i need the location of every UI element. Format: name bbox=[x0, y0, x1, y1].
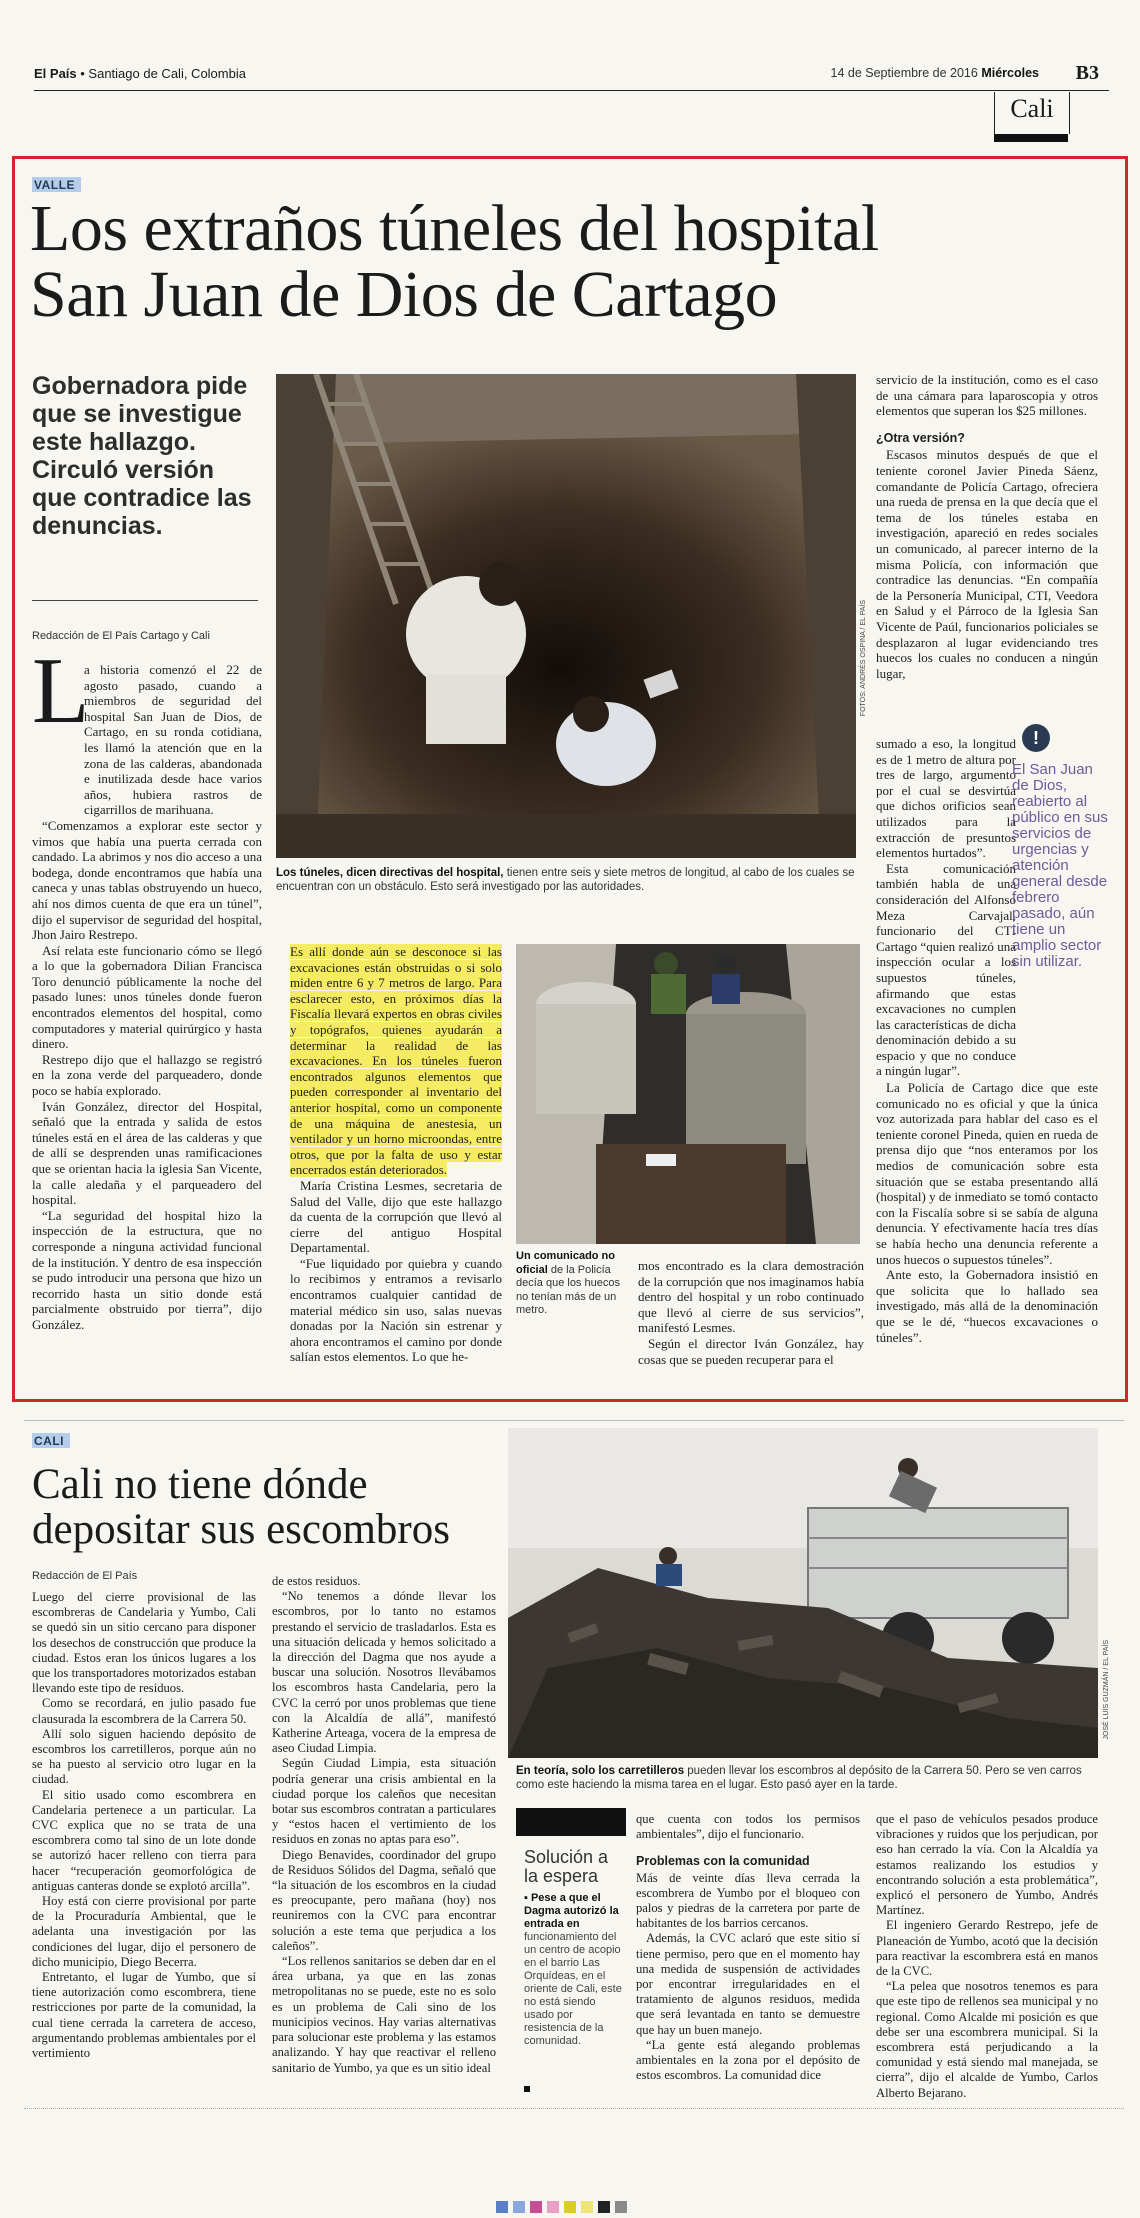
story2-byline: Redacción de El País bbox=[32, 1570, 138, 1582]
color-swatch bbox=[547, 2201, 559, 2213]
color-swatch bbox=[530, 2201, 542, 2213]
paragraph: Además, la CVC aclaró que este sitio sí tiene permiso, pero que en el momento hay una medida de suspensión de actividades por encontrar irregularidades en el tratamiento de algunos residuos, medida que será levantada en tanto se demuestre que hay un buen manejo. bbox=[636, 1931, 860, 2037]
paragraph: Hoy está con cierre provisional por parte de la Procuraduría Ambiental, que le adelanta una investigación por las condiciones del lugar, dijo el personero de dicho municipio, Diego Becerra. bbox=[32, 1894, 256, 1969]
story1-kicker: VALLE bbox=[32, 177, 81, 192]
subhead-rule bbox=[32, 600, 258, 601]
paragraph: sumado a eso, la longitud es de 1 metro de altura por tres de largo, argumento por el cual se desvirtúa que dichos orificios sean utilizados para la extracción de presuntos elementos hurtados”. bbox=[876, 736, 1016, 861]
paragraph: El ingeniero Gerardo Restrepo, jefe de Planeación de Yumbo, acotó que la decisión para reactivar la escombrera está en manos de la CVC. bbox=[876, 1918, 1098, 1979]
print-color-swatches bbox=[496, 2200, 632, 2212]
story1-column-3 bbox=[638, 1258, 864, 1367]
publication-line bbox=[34, 66, 246, 81]
story-divider bbox=[24, 1420, 1124, 1421]
paragraph: Más de veinte días lleva cerrada la escombrera de Yumbo por el bloqueo con palos y piedras de la carretera por parte de habitantes de los barrios cercanos. bbox=[636, 1870, 860, 1931]
story1-column-1 bbox=[32, 662, 262, 1333]
color-swatch bbox=[496, 2201, 508, 2213]
paragraph: Diego Benavides, coordinador del grupo de Residuos Sólidos del Dagma, señaló que “la situación de los escombros en la ciudad es preocupante, pero mañana (hoy) nos reuniremos con la CVC para encontrar solución a este tema que perjudica a los caleños”. bbox=[272, 1847, 496, 1953]
paragraph: Esta comunicación también habla de una consideración del Alfonso Meza Carvajal, funcionario del CTI Cartago “quien realizó una inspección ocular a los supuestos túneles, afirmando que estas excavaciones no cumplen las características de dicha denominación debido a su espacio y que no conduce a ningún lugar”. bbox=[876, 860, 1016, 1079]
story2-column-4 bbox=[876, 1812, 1098, 2101]
tunnel-photo bbox=[276, 374, 856, 858]
story2-headline: Cali no tiene dónde depositar sus escombros bbox=[32, 1461, 450, 1553]
sidebar-box-bar bbox=[516, 1808, 626, 1836]
weekday-text: Miércoles bbox=[981, 66, 1039, 80]
headline-line2: San Juan de Dios de Cartago bbox=[30, 258, 778, 331]
story2-column-2 bbox=[272, 1574, 496, 2076]
paragraph: Luego del cierre provisional de las escombreras de Candelaria y Yumbo, Cali se quedó sin un sitio cercano para disponer los desechos de construcción que produce la ciudad. Estos eran los únicos lugares a los que los transportadores motorizados estaban llevando este tipo de residuos. bbox=[32, 1590, 256, 1696]
photo-caption bbox=[276, 866, 856, 894]
headline-line1: Los extraños túneles del hospital bbox=[30, 192, 879, 265]
footer-rule bbox=[24, 2108, 1124, 2109]
interior-photo-illustration bbox=[516, 944, 860, 1244]
paragraph: La Policía de Cartago dice que este comunicado no es oficial y que la única voz autorizada para hablar del caso es el teniente coronel Pineda, quien en rueda de prensa dijo que “nos enteramos por los medios de comunicación sobre esta situación que se estaba presentando allá (hospital) y de inmediato se tomó contacto con la Fiscalía sobre si se sabía de alguna denuncia. Y efectivamente hacía tres días se había hecho una denuncia referente a unos huecos o supuestos túneles”. bbox=[876, 1080, 1098, 1267]
paragraph: Así relata este funcionario cómo se llegó a lo que la gobernadora Dilian Francisca Toro denunció públicamente la noche del pasado lunes: unos túneles donde fueron encontrados elementos del hospital, como computadores y material quirúrgico y hasta dinero. bbox=[32, 942, 262, 1052]
story1-subhead: Gobernadora pide que se investigue este hallazgo. Circuló versión que contradice las denuncias. bbox=[32, 372, 252, 540]
section-name: Cali bbox=[1010, 94, 1054, 123]
story1-column-4-narrow bbox=[876, 736, 1016, 1079]
color-swatch bbox=[598, 2201, 610, 2213]
photo-caption bbox=[516, 1764, 1096, 1792]
paragraph: servicio de la institución, como es el caso de una cámara para laparoscopia y otros elementos que superan los $25 millones. bbox=[876, 372, 1098, 419]
debris-photo-illustration bbox=[508, 1428, 1098, 1758]
sidebar-box-text bbox=[524, 1892, 624, 2048]
paragraph: Como se recordará, en julio pasado fue clausurada la escombrera de la Carrera 50. bbox=[32, 1696, 256, 1726]
highlighted-text: Es allí donde aún se desconoce si las excavaciones están obstruidas o si solo miden entre 6 y 7 metros de largo. Para esclarecer esto, en próximos días la Fiscalía llevará expertos en obras civiles y topógrafos, quienes ayudarán a determinar la realidad de las excavaciones. En los túneles fueron encontrados algunos elementos que pueden corresponder al inventario del anterior hospital, como un componente de una máquina de anestesia, un ventilador y un horno microondas, entre otros, que por la falta de uso y estar encerrados están deteriorados. bbox=[290, 944, 502, 1178]
story1-column-2 bbox=[290, 944, 502, 1365]
story2-kicker: CALI bbox=[32, 1433, 70, 1448]
sidebar-box-lead: ▪ Pese a que el Dagma autorizó la entrada en bbox=[524, 1892, 619, 1930]
paragraph: Según el director Iván González, hay cosas que se pueden recuperar para el bbox=[638, 1335, 864, 1367]
paragraph: Según Ciudad Limpia, esta situación podría generar una crisis ambiental en la ciudad porque los caleños que necesitan botar sus escombros contratan a particulares y “estos hacen el vertimiento de los residuos en zonas no aptas para eso”. bbox=[272, 1756, 496, 1847]
paragraph: “La gente está alegando problemas ambientales en la zona por el depósito de estos escombros. La comunidad dice bbox=[636, 2037, 860, 2083]
paragraph: Restrepo dijo que el hallazgo se registró en la zona verde del parqueadero, donde poco se había explorado. bbox=[32, 1051, 262, 1099]
paragraph: que cuenta con todos los permisos ambientales”, dijo el funcionario. bbox=[636, 1812, 860, 1842]
paragraph: “Los rellenos sanitarios se deben dar en el área urbana, ya que en las zonas metropolitanas no se puede, este no es solo es un problema de Cali sino de los municipios vecinos. Hay varias alternativas para solucionar este problema y las estamos analizando. Y hay que reactivar el relleno sanitario de Yumbo, ya que es un sitio ideal bbox=[272, 1954, 496, 2075]
hospital-interior-photo bbox=[516, 944, 860, 1244]
caption-lead: En teoría, solo los carretilleros bbox=[516, 1765, 685, 1777]
exclamation-icon: ! bbox=[1022, 724, 1050, 752]
paragraph: que el paso de vehículos pesados produce vibraciones y ruidos que los perjudican, por eso han cerrado la vía. Con la Alcaldía ya estamos realizando los estudios y encontrando solución a esta problemática”, explicó el personero de Yumbo, Andrés Martínez. bbox=[876, 1812, 1098, 1918]
story2-kicker-wrap bbox=[32, 1432, 70, 1450]
caption-text: pueden llevar los escombros al depósito de la Carrera 50. Pero se ven carros como este haciendo la misma tarea en el lugar. Esto pasó ayer en la tarde. bbox=[516, 1765, 1082, 1791]
paragraph: mos encontrado es la clara demostración de la corrupción que nos imaginamos había dentro del hospital y un robo continuado que llevó al cierre de sus servicios”, manifestó Lesmes. bbox=[638, 1258, 864, 1336]
debris-truck-photo bbox=[508, 1428, 1098, 1758]
sidebar-box bbox=[516, 1808, 626, 2108]
publication-name: El País bbox=[34, 66, 77, 81]
pull-quote: El San Juan de Dios, reabierto al público en sus servicios de urgencias y atención general desde febrero pasado, aún tiene un amplio sector sin utilizar. bbox=[1012, 761, 1108, 970]
paragraph: María Cristina Lesmes, secretaria de Salud del Valle, dijo que este hallazgo da cuenta de la corrupción que llevó al cierre del antiguo Hospital Departamental. bbox=[290, 1177, 502, 1256]
color-swatch bbox=[615, 2201, 627, 2213]
paragraph: El sitio usado como escombrera en Candelaria pertenece a un particular. La CVC explica que no se trata de una escombrera como tal sino de un lote donde se autorizó hacer relleno con tierra para hacer “recuperación geomorfológica de antiguas canteras donde se explotó arcilla”. bbox=[32, 1787, 256, 1893]
story1-column-4-lower bbox=[876, 1080, 1098, 1345]
caption-text: de la Policía decía que los huecos no tenían más de un metro. bbox=[516, 1263, 620, 1316]
sidebar-box-body: funcionamiento del un centro de acopio en el barrio Las Orquídeas, en el oriente de Cali, este no está siendo usado por resistencia de la comunidad. bbox=[524, 1931, 622, 2047]
paragraph: “Fue liquidado por quiebra y cuando lo recibimos y entramos a revisarlo encontramos cualquier cantidad de material médico sin uso, salas nuevas donadas por la Nación sin estrenar y ahora encontramos el camino por donde salían estos elementos. Lo que he- bbox=[290, 1255, 502, 1365]
color-swatch bbox=[581, 2201, 593, 2213]
caption-lead: Los túneles, dicen directivas del hospital, bbox=[276, 867, 504, 879]
section-subhead: ¿Otra versión? bbox=[876, 430, 965, 445]
story1-column-4 bbox=[876, 372, 1098, 681]
story1-byline: Redacción de El País Cartago y Cali bbox=[32, 630, 210, 642]
drop-cap: L bbox=[32, 639, 90, 743]
paragraph: a historia comenzó el 22 de agosto pasado, cuando a miembros de seguridad del hospital San Juan de Dios, de Cartago, en su ronda cotidiana, les llamó la atención que en la zona de las calderas, abandonada e inutilizada desde hace varios años, hubiera rastros de cigarrillos de marihuana. bbox=[84, 662, 262, 818]
end-mark bbox=[524, 2086, 530, 2092]
paragraph: “La pelea que nosotros tenemos es para que este tipo de rellenos sea municipal y no regional. Como Alcalde mi posición es que debe ser una escombrera municipal. Si la escombrera está perjudicando a la comunidad y está siendo mal manejada, se cierra”, dijo el alcalde de Yumbo, Carlos Alberto Bejarano. bbox=[876, 1979, 1098, 2100]
paragraph: Iván González, director del Hospital, señaló que la entrada y salida de estos túneles está en el área de las calderas y que de allí se desprenden unas ramificaciones que se orientan hacia la iglesia San Vicente, la calle aledaña y el parqueadero del hospital. bbox=[32, 1098, 262, 1208]
photo-credit: FOTOS: ANDRÉS OSPINA / EL PAÍS bbox=[860, 600, 867, 717]
paragraph: Ante esto, la Gobernadora insistió en que solicita que lo hallado sea investigado, más allá de la denominación que se le dé, “huecos excavaciones o túneles”. bbox=[876, 1267, 1098, 1345]
story1-headline bbox=[30, 192, 1110, 331]
paragraph: “No tenemos a dónde llevar los escombros, por lo tanto no estamos prestando el servicio de trasladarlos. Esta es una situación delicada y hemos solicitado a la dirección del Dagma que nos ayude a buscar una solución. Nosotros llevábamos los escombros hasta Candelaria, pero la CVC la cerró por unos problemas que tiene con la Alcaldía de allá”, manifestó Katherine Arteaga, vocera de la empresa de aseo Ciudad Limpia. bbox=[272, 1589, 496, 1756]
paragraph: “La seguridad del hospital hizo la inspección de la estructura, que no corresponde a ninguna actividad funcional de la institución. Y dentro de esa inspección se pudo introducir una persona que hizo un recorrido hasta un sitio donde está parcialmente obstruido por tierra”, dijo González. bbox=[32, 1207, 262, 1332]
highlighted-paragraph bbox=[290, 944, 502, 1178]
color-swatch bbox=[513, 2201, 525, 2213]
paragraph: de estos residuos. bbox=[272, 1574, 361, 1588]
color-swatch bbox=[564, 2201, 576, 2213]
issue-date bbox=[831, 66, 1040, 80]
story2-column-1 bbox=[32, 1590, 256, 2061]
date-text: 14 de Septiembre de 2016 bbox=[830, 66, 978, 80]
tunnel-photo-illustration bbox=[276, 374, 856, 858]
paragraph: “Comenzamos a explorar este sector y vimos que había una puerta cerrada con candado. La abrimos y nos dio acceso a una bodega, donde encontramos que había una caneca y unas tablas obstruyendo un hueco, ahí nos dimos cuenta de que era un túnel”, dijo el supervisor de seguridad del hospital, Jhon Jairo Restrepo. bbox=[32, 817, 262, 943]
paragraph: Escasos minutos después de que el teniente coronel Javier Pineda Sáenz, comandante de Policía Cartago, ofreciera una rueda de prensa en la que decía que el tema de los túneles estaba en investigación, apareció en redes sociales un comunicado, al parecer interno de la misma Policía, con información que contradice las denuncias. “En compañía de la Personería Municipal, CTI, Veedora en Salud y el Párroco de la Iglesia San Vicente de Paúl, funcionarios policiales se desplazaron al lugar evidenciando tres huecos los cuales no conducen a ningún lugar, bbox=[876, 447, 1098, 681]
page-header bbox=[34, 62, 1109, 91]
caption-text: tienen entre seis y siete metros de longitud, al cabo de los cuales se encuentran con un obstáculo. Esto será investigado por las autoridades. bbox=[276, 867, 855, 893]
paragraph: Allí solo siguen haciendo depósito de escombros los carretilleros, porque aún no se ha puesto al servicio otro lugar en la ciudad. bbox=[32, 1726, 256, 1787]
paragraph: Entretanto, el lugar de Yumbo, que sí tiene autorización como escombrera, tiene restricciones por parte de la comunidad, la cual tiene cerrada la carretera de acceso, argumentando problemas ambientales por el vertimiento bbox=[32, 1970, 256, 2061]
section-subhead: Problemas con la comunidad bbox=[636, 1854, 810, 1869]
sidebar-box-title: Solución a la espera bbox=[524, 1847, 609, 1886]
page-number: B3 bbox=[1075, 62, 1099, 84]
photo-credit: JOSÉ LUIS GUZMÁN / EL PAÍS bbox=[1103, 1640, 1110, 1740]
caption-lead: Un comunicado no oficial bbox=[516, 1250, 615, 1276]
story2-column-3 bbox=[636, 1812, 860, 2083]
section-tab bbox=[994, 92, 1070, 134]
publication-location: • Santiago de Cali, Colombia bbox=[80, 66, 246, 81]
photo-caption bbox=[516, 1250, 626, 1318]
section-bar bbox=[994, 134, 1068, 142]
